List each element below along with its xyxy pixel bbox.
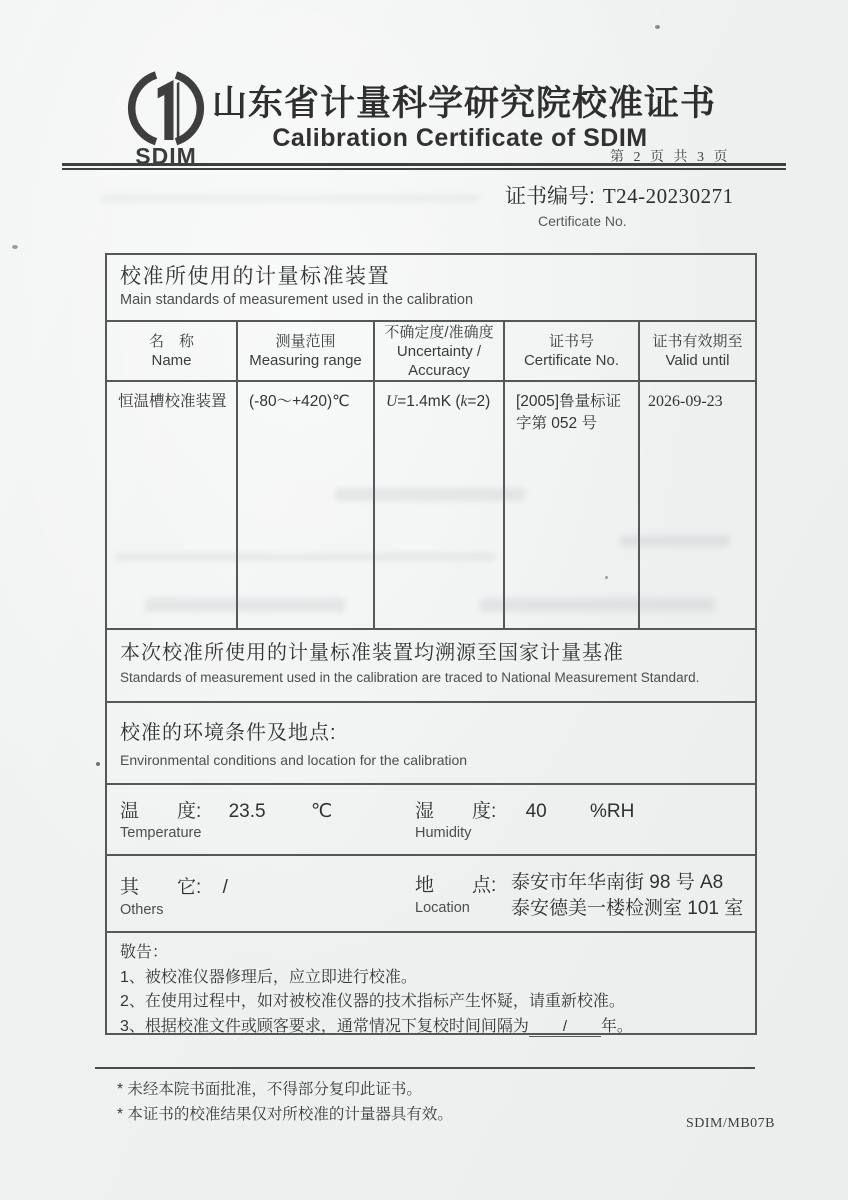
notice-item-3: 3、根据校准文件或顾客要求，通常情况下复校时间间隔为 / 年。 (120, 1017, 633, 1035)
column-header-uncertainty: 不确定度/准确度 Uncertainty / Accuracy (373, 322, 503, 380)
standards-title-zh: 校准所使用的计量标准装置 (120, 265, 390, 288)
location-address-line2: 泰安德美一楼检测室 101 室 (511, 898, 744, 919)
scan-speck (605, 576, 608, 579)
scan-speck (12, 245, 18, 249)
certificate-number-label: 证书编号: (505, 185, 595, 208)
page-title-en: Calibration Certificate of SDIM (272, 124, 648, 152)
sdim-logo-icon (124, 70, 208, 150)
footer-note-1: * 未经本院书面批准，不得部分复印此证书。 (117, 1081, 422, 1098)
notice-item-1: 1、被校准仪器修理后，应立即进行校准。 (120, 968, 417, 986)
temperature-label-en: Temperature (120, 825, 202, 841)
measuring-range-cell: (-80～+420)℃ (236, 382, 373, 628)
humidity-field: 湿 度: 40 %RH (415, 801, 635, 822)
column-header-cert-no: 证书号 Certificate No. (503, 322, 638, 380)
certificate-body-box (105, 253, 757, 1035)
others-location-row (107, 856, 755, 933)
scan-artifact (480, 598, 715, 612)
humidity-value: 40 (525, 801, 547, 822)
temperature-unit: ℃ (310, 801, 333, 822)
standards-table-data-row (107, 382, 755, 630)
temperature-humidity-row (107, 785, 755, 856)
sdim-logo (116, 70, 216, 170)
others-value: / (222, 877, 228, 898)
scan-speck (96, 762, 100, 766)
standard-name-cell: 恒温槽校准装置 (118, 393, 227, 410)
temperature-value: 23.5 (228, 801, 266, 822)
others-field: 其 它: / (120, 877, 228, 898)
humidity-unit: %RH (589, 801, 635, 822)
page-number-label: 第 2 页 共 3 页 (610, 150, 731, 165)
scan-artifact (100, 195, 480, 202)
environment-title-en: Environmental conditions and location for the calibration (120, 752, 468, 768)
column-header-range: 测量范围 Measuring range (236, 322, 373, 380)
standards-table-header-row (107, 322, 755, 382)
column-header-valid-until: 证书有效期至 Valid until (638, 322, 755, 380)
valid-until-cell: 2026-09-23 (638, 382, 755, 628)
notice-section (107, 933, 755, 1033)
traceability-zh: 本次校准所使用的计量标准装置均溯源至国家计量基准 (120, 642, 624, 664)
location-address-line1: 泰安市年华南街 98 号 A8 (511, 872, 724, 893)
scan-artifact (145, 598, 345, 612)
traceability-en: Standards of measurement used in the calibration are traced to National Measurement Standard. (120, 670, 700, 685)
others-label-en: Others (120, 902, 164, 918)
scan-artifact (115, 553, 495, 561)
page-title-zh: 山东省计量科学研究院校准证书 (212, 84, 717, 123)
footer-rule (95, 1067, 755, 1069)
uncertainty-cell: U=1.4mK (k=2) (373, 382, 503, 628)
standards-section-header (107, 255, 755, 322)
notice-item-2: 2、在使用过程中，如对被校准仪器的技术指标产生怀疑，请重新校准。 (120, 993, 625, 1010)
humidity-label-en: Humidity (415, 825, 472, 841)
notice-title: 敬告： (120, 944, 169, 961)
environment-title-zh: 校准的环境条件及地点: (120, 722, 337, 744)
standards-title-en: Main standards of measurement used in the calibration (120, 292, 474, 308)
scan-artifact (620, 535, 730, 547)
recalibration-interval-blank: / (529, 1017, 601, 1037)
certificate-number (505, 180, 734, 210)
standard-cert-no-cell: [2005]鲁量标证字第 052 号 (503, 382, 638, 628)
location-label-zh: 地 点: (415, 875, 497, 896)
certificate-number-label-en: Certificate No. (538, 213, 627, 229)
temperature-field: 温 度: 23.5 ℃ (120, 801, 333, 822)
column-header-name: 名 称 Name (148, 333, 194, 369)
traceability-section (107, 630, 755, 703)
form-code: SDIM/MB07B (686, 1116, 776, 1131)
location-label-en: Location (415, 900, 470, 916)
header-double-rule (62, 163, 786, 170)
certificate-number-value: T24-20230271 (602, 184, 734, 208)
scan-speck (655, 25, 660, 29)
footer-note-2: * 本证书的校准结果仅对所校准的计量器具有效。 (117, 1106, 453, 1123)
environment-section-header (107, 703, 755, 785)
location-address (511, 870, 743, 922)
scan-artifact (335, 488, 525, 501)
sdim-logo-text: SDIM (135, 143, 197, 169)
